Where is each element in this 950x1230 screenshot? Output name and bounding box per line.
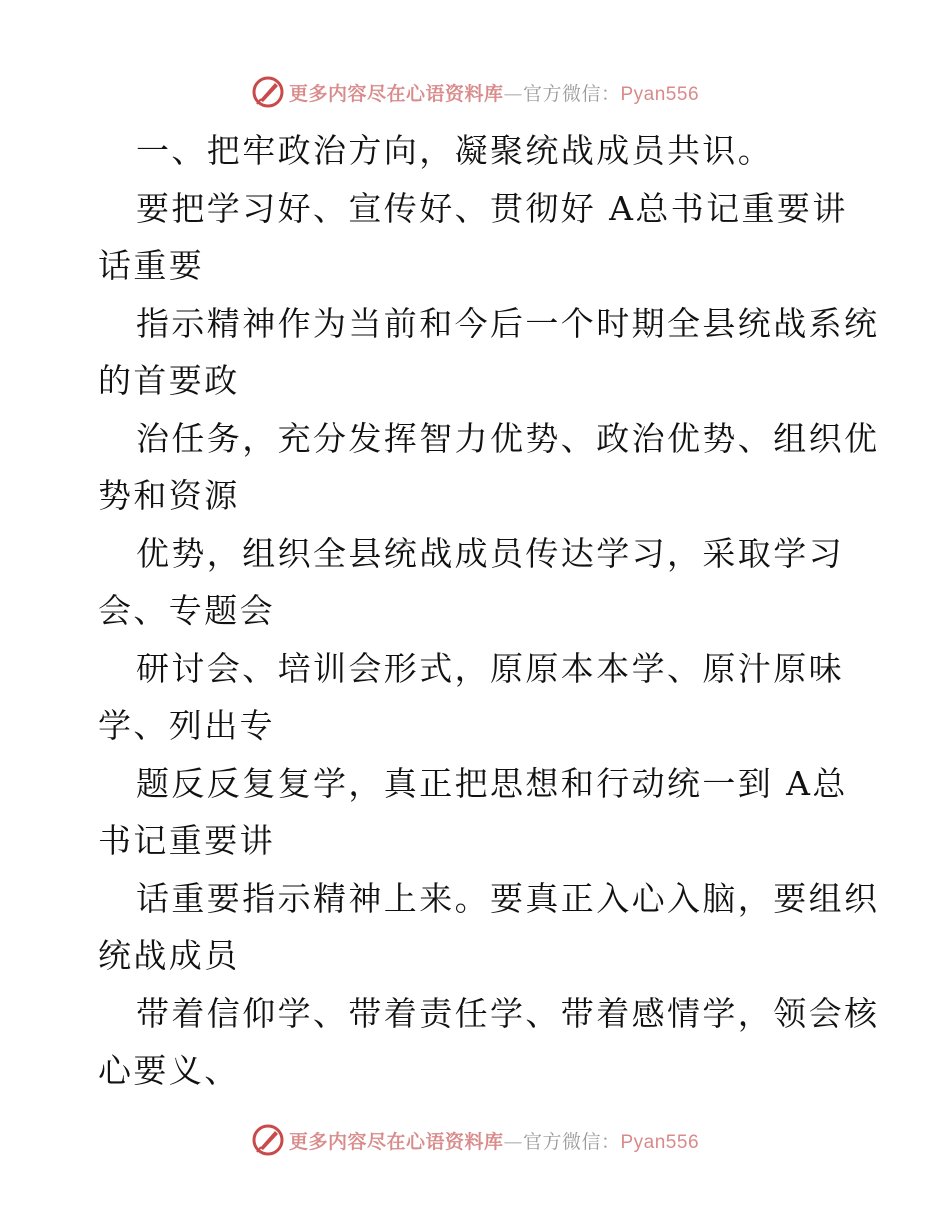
banner-text <box>289 1127 699 1154</box>
banner-separator: — <box>503 1130 523 1153</box>
body-line: 书记重要讲 <box>98 821 275 860</box>
header-banner <box>0 72 950 112</box>
body-line: 学、列出专 <box>98 706 275 745</box>
banner-wechat-id: Pyan556 <box>620 83 700 105</box>
body-line: 研讨会、培训会形式，原原本本学、原汁原味 <box>136 648 844 688</box>
banner-title: 更多内容尽在心语资料库 <box>288 1130 504 1153</box>
body-line: 题反反复复学，真正把思想和行动统一到 A总 <box>136 763 848 803</box>
body-line: 要把学习好、宣传好、贯彻好 A总书记重要讲 <box>136 188 848 228</box>
body-line: 指示精神作为当前和今后一个时期全县统战系统 <box>136 303 880 343</box>
footer-banner <box>0 1120 950 1160</box>
body-line: 优势，组织全县统战成员传达学习，采取学习 <box>136 533 844 573</box>
banner-separator: — <box>503 82 523 105</box>
body-line: 治任务，充分发挥智力优势、政治优势、组织优 <box>136 418 880 458</box>
banner-wechat-id: Pyan556 <box>620 1131 700 1153</box>
banner-title: 更多内容尽在心语资料库 <box>288 82 504 105</box>
document-body <box>98 122 880 1100</box>
quill-logo-icon <box>251 1123 285 1157</box>
banner-text <box>289 79 699 106</box>
body-line: 心要义、 <box>98 1051 240 1090</box>
body-line: 话重要 <box>98 246 205 285</box>
body-line: 统战成员 <box>98 936 240 975</box>
banner-contact-label: 官方微信： <box>522 82 621 105</box>
body-line: 势和资源 <box>98 476 240 515</box>
quill-logo-icon <box>251 75 285 109</box>
body-line: 一、把牢政治方向，凝聚统战成员共识。 <box>136 131 774 170</box>
body-line: 带着信仰学、带着责任学、带着感情学，领会核 <box>136 993 880 1033</box>
body-line: 话重要指示精神上来。要真正入心入脑，要组织 <box>136 878 880 918</box>
banner-contact-label: 官方微信： <box>522 1130 621 1153</box>
body-line: 的首要政 <box>98 361 240 400</box>
body-line: 会、专题会 <box>98 591 275 630</box>
